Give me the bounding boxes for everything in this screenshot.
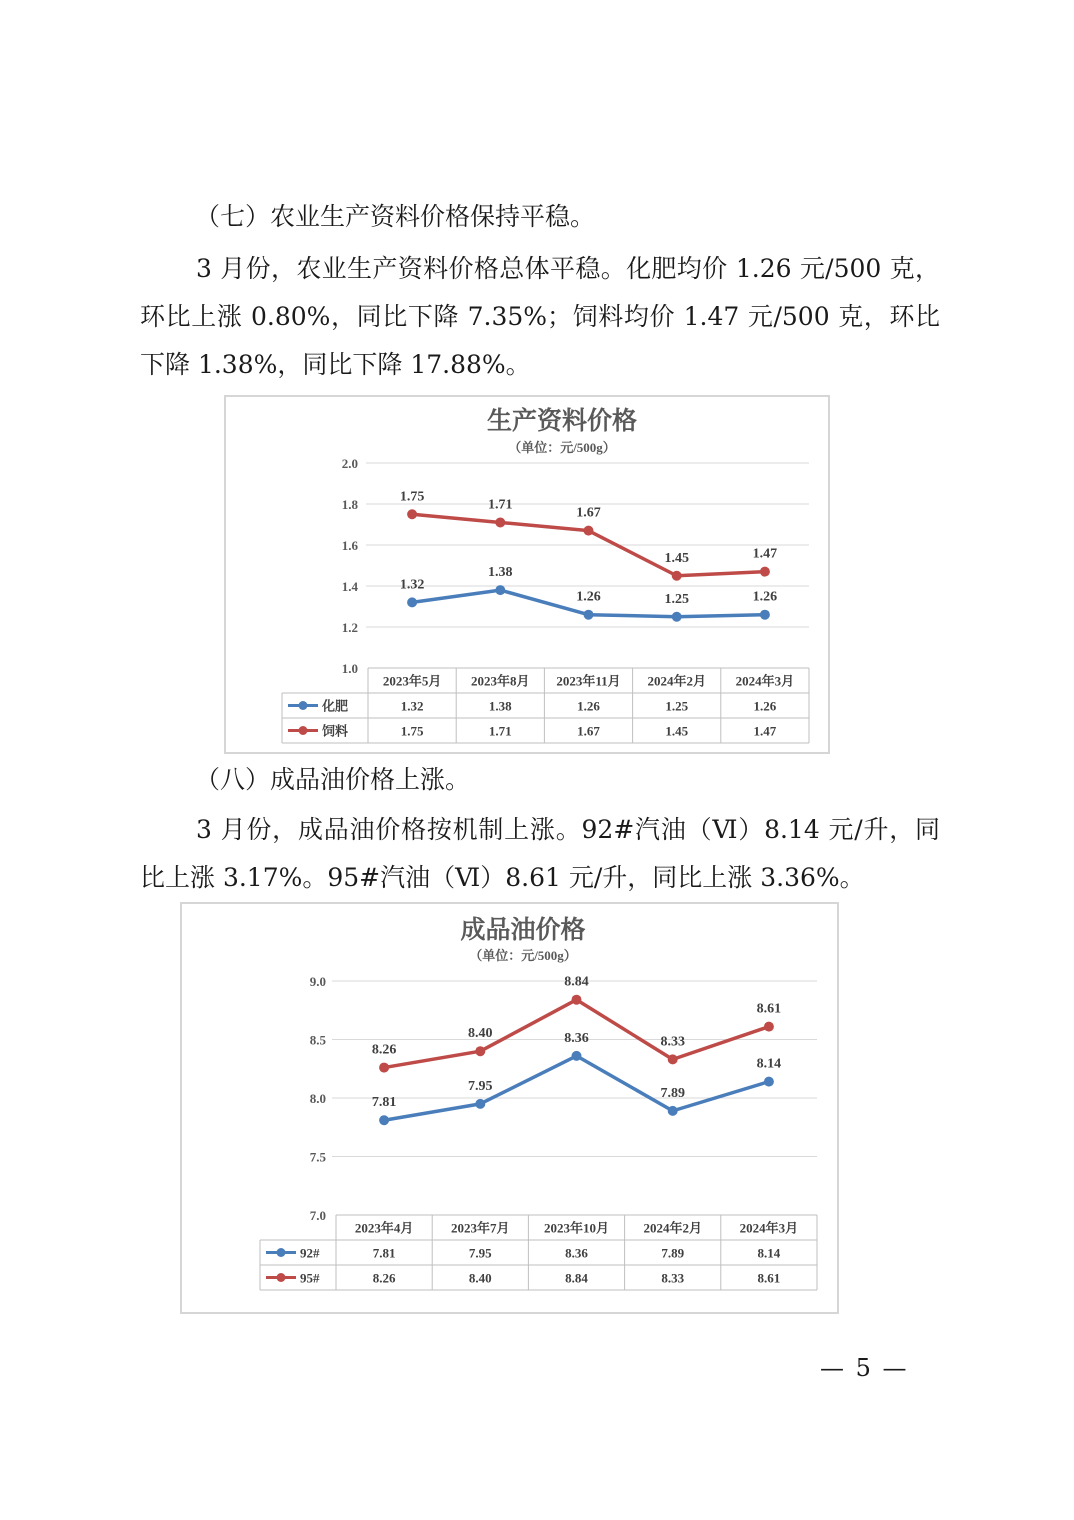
data-point — [379, 1115, 389, 1125]
x-category-label: 2024年2月 — [643, 1220, 702, 1236]
table-cell-value: 1.26 — [753, 698, 777, 714]
legend-series-name: 95# — [300, 1270, 320, 1286]
y-tick-label: 1.2 — [341, 620, 358, 635]
chart-fuel-price-svg — [182, 904, 837, 1312]
table-cell-value: 7.89 — [661, 1245, 685, 1261]
table-cell-value: 8.36 — [565, 1245, 588, 1261]
chart-agri-inputs — [224, 395, 830, 754]
x-category-label: 2023年11月 — [556, 673, 621, 689]
data-point — [495, 585, 505, 595]
data-point — [668, 1106, 678, 1116]
x-category-label: 2023年8月 — [471, 673, 530, 689]
data-label: 8.33 — [660, 1034, 685, 1050]
chart-subtitle: （单位：元/500g） — [508, 440, 616, 455]
y-tick-label: 1.6 — [341, 538, 358, 553]
data-point — [764, 1077, 774, 1087]
data-point — [407, 509, 417, 519]
data-label: 1.71 — [488, 497, 513, 513]
data-label: 8.26 — [371, 1042, 397, 1058]
table-cell-value: 8.84 — [565, 1270, 588, 1286]
y-tick-label: 8.0 — [309, 1091, 326, 1106]
chart-agri-inputs-svg — [226, 397, 828, 752]
x-category-label: 2024年3月 — [739, 1220, 799, 1236]
x-category-label: 2023年7月 — [451, 1220, 510, 1236]
data-point — [668, 1054, 678, 1064]
data-point — [572, 1051, 582, 1061]
table-cell-value: 8.26 — [372, 1270, 396, 1286]
table-cell-value: 8.14 — [757, 1245, 781, 1261]
section7-body: 3 月份，农业生产资料价格总体平稳。化肥均价 1.26 元/500 克，环比上涨 0.80%，同比下降 7.35%；饲料均价 1.47 元/500 克，环比下降 1.38%，同比下降 17.88%。 — [140, 254, 940, 379]
section7-heading: （七）农业生产资料价格保持平稳。 — [195, 202, 596, 231]
data-label: 8.36 — [564, 1030, 589, 1046]
data-point — [672, 571, 682, 581]
table-cell-value: 8.40 — [468, 1270, 492, 1286]
data-label: 8.84 — [564, 974, 589, 990]
data-point — [672, 612, 682, 622]
section8-body: 3 月份，成品油价格按机制上涨。92#汽油（Ⅵ）8.14 元/升，同比上涨 3.17%。95#汽油（Ⅵ）8.61 元/升，同比上涨 3.36%。 — [140, 815, 940, 892]
data-point — [584, 610, 594, 620]
y-tick-label: 1.4 — [341, 579, 358, 594]
y-tick-label: 7.5 — [309, 1149, 326, 1165]
data-point — [764, 1022, 774, 1032]
page-number: — 5 — — [820, 1354, 909, 1382]
data-point — [572, 995, 582, 1005]
data-label: 1.32 — [399, 577, 425, 593]
y-tick-label: 9.0 — [309, 974, 326, 989]
x-category-label: 2024年2月 — [647, 673, 706, 689]
table-cell-value: 1.67 — [577, 723, 600, 739]
data-label: 1.75 — [399, 489, 425, 505]
legend-series-name: 饲料 — [322, 723, 349, 739]
table-cell-value: 8.33 — [661, 1270, 685, 1286]
data-point — [475, 1046, 485, 1056]
legend-series-name: 化肥 — [322, 698, 349, 714]
section8-heading: （八）成品油价格上涨。 — [195, 765, 471, 794]
table-cell-value: 1.38 — [488, 698, 512, 714]
data-label: 7.81 — [371, 1095, 397, 1111]
data-point — [475, 1099, 485, 1109]
chart-fuel-price — [180, 902, 839, 1314]
y-tick-label: 2.0 — [341, 456, 358, 471]
table-cell-value: 7.81 — [372, 1245, 396, 1261]
y-tick-label: 1.8 — [341, 497, 358, 512]
legend-marker-icon — [277, 1273, 286, 1282]
table-cell-value: 1.47 — [753, 723, 777, 739]
y-tick-label: 7.0 — [309, 1208, 326, 1223]
data-point — [760, 610, 770, 620]
data-label: 1.26 — [576, 589, 601, 605]
data-label: 8.61 — [756, 1001, 782, 1017]
data-label: 8.14 — [756, 1056, 782, 1072]
legend-series-name: 92# — [300, 1245, 320, 1261]
data-point — [584, 526, 594, 536]
legend-marker-icon — [277, 1248, 286, 1257]
data-point — [407, 597, 417, 607]
x-category-label: 2023年5月 — [382, 673, 442, 689]
legend-marker-icon — [299, 701, 308, 710]
data-label: 8.40 — [468, 1026, 493, 1042]
data-label: 1.47 — [752, 546, 778, 562]
series-line-1 — [384, 1056, 769, 1120]
table-cell-value: 7.95 — [468, 1245, 492, 1261]
data-label: 1.38 — [488, 565, 513, 581]
table-cell-value: 1.71 — [488, 723, 512, 739]
table-cell-value: 1.75 — [400, 723, 424, 739]
table-cell-value: 1.26 — [577, 698, 600, 714]
chart-subtitle: （单位：元/500g） — [469, 948, 577, 963]
table-cell-value: 8.61 — [757, 1270, 781, 1286]
legend-marker-icon — [299, 726, 308, 735]
chart-title: 生产资料价格 — [486, 408, 638, 435]
table-cell-value: 1.25 — [665, 698, 689, 714]
x-category-label: 2024年3月 — [735, 673, 795, 689]
x-category-label: 2023年10月 — [543, 1220, 610, 1236]
table-cell-value: 1.45 — [665, 723, 689, 739]
data-point — [379, 1063, 389, 1073]
data-label: 7.89 — [660, 1085, 685, 1101]
y-tick-label: 8.5 — [309, 1032, 326, 1048]
data-point — [760, 567, 770, 577]
chart-title: 成品油价格 — [460, 917, 586, 944]
data-label: 1.26 — [752, 589, 778, 605]
data-point — [495, 517, 505, 527]
data-label: 7.95 — [468, 1078, 493, 1094]
data-label: 1.67 — [576, 505, 601, 521]
data-label: 1.45 — [664, 550, 689, 566]
data-label: 1.25 — [664, 591, 689, 607]
table-cell-value: 1.32 — [400, 698, 424, 714]
y-tick-label: 1.0 — [341, 661, 358, 676]
x-category-label: 2023年4月 — [354, 1220, 414, 1236]
